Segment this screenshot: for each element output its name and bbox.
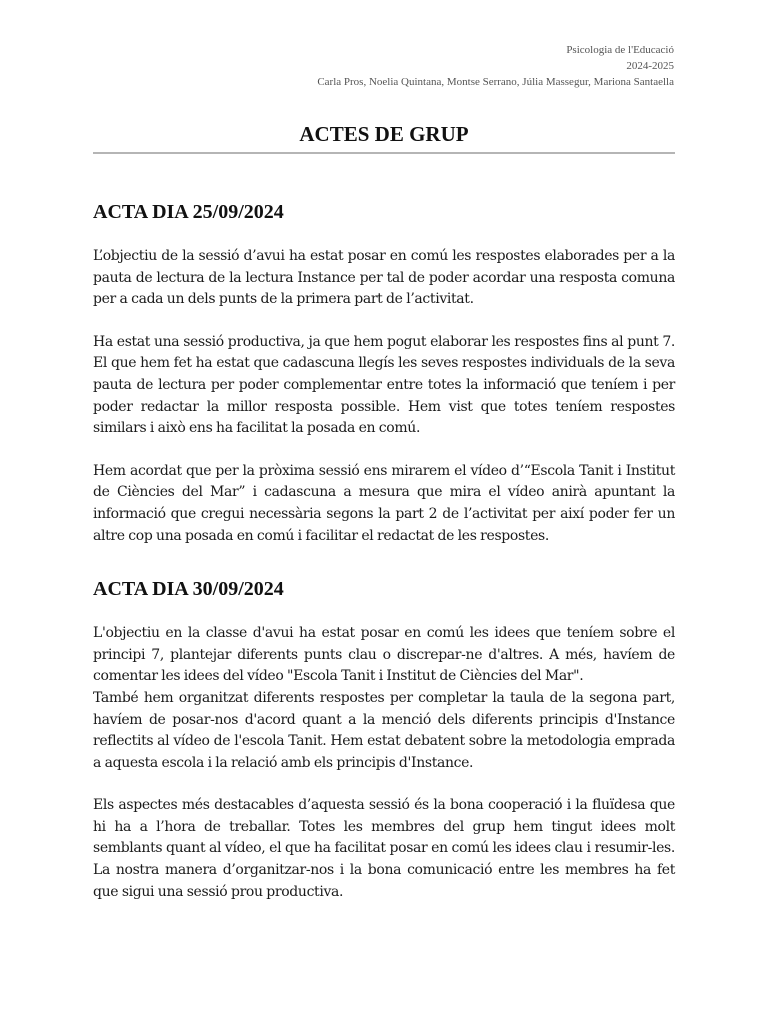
header-authors: Carla Pros, Noelia Quintana, Montse Serrano, Júlia Massegur, Mariona Santaella [317,76,674,88]
page-header [317,42,674,90]
section-paragraph: L’objectiu de la sessió d’avui ha estat posar en comú les respostes elaborades per a la pauta de lectura de la lectura Instance per tal de poder acordar una resposta comuna per a cada un dels punts de la primera part de l’activitat. [93,248,675,308]
acta-section-2 [93,573,675,903]
header-course: Psicologia de l'Educació [566,44,674,56]
section-paragraph: Ha estat una sessió productiva, ja que hem pogut elaborar les respostes fins al punt 7. El que hem fet ha estat que cadascuna llegís les seves respostes individuals de la seva pauta de lectura per poder complementar entre totes la informació que teníem i per poder redactar la millor resposta possible. Hem vist que totes teníem respostes similars i això ens ha facilitat la posada en comú. [93,333,675,437]
section-paragraph: L'objectiu en la classe d'avui ha estat posar en comú les idees que teníem sobre el principi 7, plantejar diferents punts clau o discrepar-ne d'altres. A més, havíem de comentar les idees del vídeo "Escola Tanit i Institut de Ciències del Mar". [93,625,675,685]
section-paragraph: Hem acordat que per la pròxima sessió ens mirarem el vídeo d’“Escola Tanit i Institut de Ciències del Mar” i cadascuna a mesura que mira el vídeo anirà apuntant la informació que cregui necessària segons la part 2 de l’activitat per així poder fer un altre cop una posada en comú i facilitar el redactat de les respostes. [93,462,675,544]
document-body [93,196,675,903]
document-title: ACTES DE GRUP [299,122,469,146]
section-paragraph: També hem organitzat diferents respostes per completar la taula de la segona part, havíem de posar-nos d'acord quant a la menció dels diferents principis d'Instance reflectits al vídeo de l'escola Tanit. Hem estat debatent sobre la metodologia emprada a aquesta escola i la relació amb els principis d'Instance. [93,689,675,771]
acta-section-1 [93,196,675,547]
section-paragraph: Els aspectes més destacables d’aquesta sessió és la bona cooperació i la fluïdesa que hi ha a l’hora de treballar. Totes les membres del grup hem tingut idees molt semblants quant al vídeo, el que ha facilitat posar en comú les idees clau i resumir-les. La nostra manera d’organitzar-nos i la bona comunicació entre les membres ha fet que sigui una sessió prou productiva. [93,797,675,900]
section-heading: ACTA DIA 30/09/2024 [93,578,284,601]
header-year: 2024-2025 [626,60,674,72]
title-divider [93,152,675,154]
section-heading: ACTA DIA 25/09/2024 [93,201,284,223]
